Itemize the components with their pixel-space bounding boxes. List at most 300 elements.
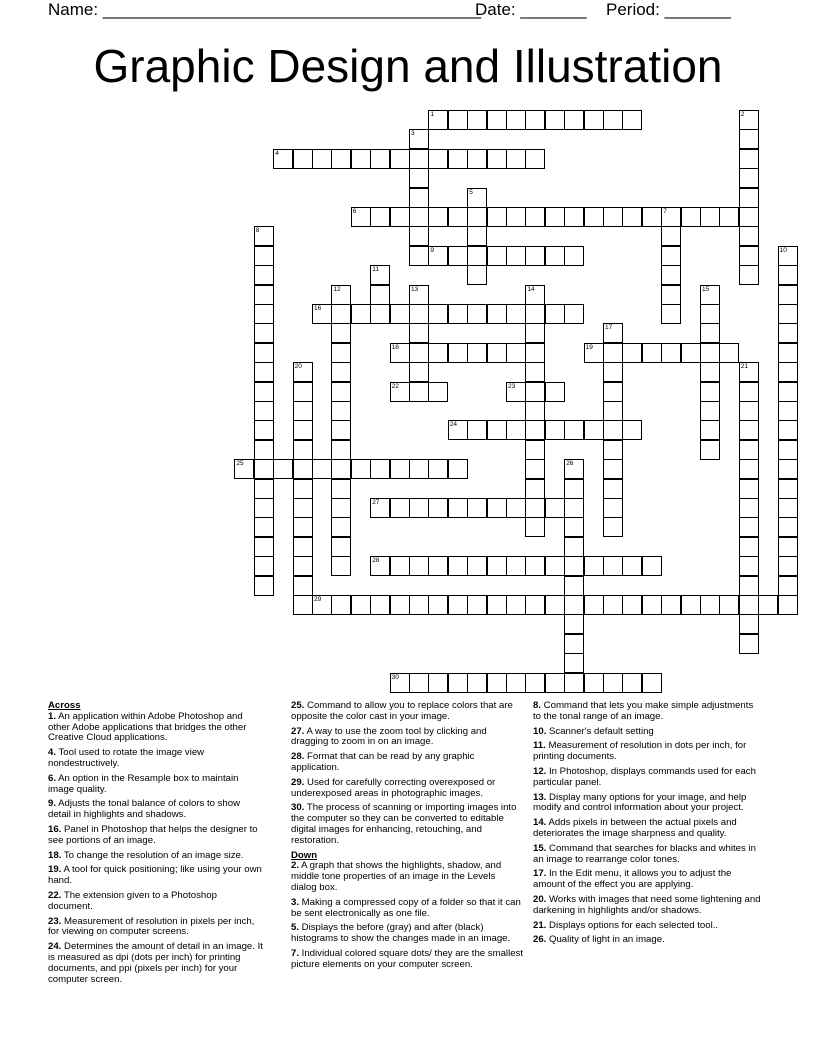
- grid-cell[interactable]: [661, 595, 681, 615]
- grid-cell[interactable]: [331, 537, 351, 557]
- grid-cell[interactable]: [739, 576, 759, 596]
- grid-cell[interactable]: [545, 498, 565, 518]
- grid-cell[interactable]: [409, 149, 429, 169]
- grid-cell[interactable]: [312, 304, 332, 324]
- grid-cell[interactable]: [739, 246, 759, 266]
- grid-cell[interactable]: [254, 517, 274, 537]
- grid-cell[interactable]: [778, 420, 798, 440]
- grid-cell[interactable]: [428, 343, 448, 363]
- grid-cell[interactable]: [700, 382, 720, 402]
- grid-cell[interactable]: [584, 595, 604, 615]
- grid-cell[interactable]: [545, 673, 565, 693]
- grid-cell[interactable]: [603, 420, 623, 440]
- grid-cell[interactable]: [487, 498, 507, 518]
- grid-cell[interactable]: [448, 207, 468, 227]
- grid-cell[interactable]: [525, 149, 545, 169]
- grid-cell[interactable]: [409, 343, 429, 363]
- grid-cell[interactable]: [739, 595, 759, 615]
- grid-cell[interactable]: [739, 168, 759, 188]
- grid-cell[interactable]: [564, 420, 584, 440]
- grid-cell[interactable]: [525, 595, 545, 615]
- grid-cell[interactable]: [254, 401, 274, 421]
- grid-cell[interactable]: [603, 382, 623, 402]
- grid-cell[interactable]: [778, 537, 798, 557]
- grid-cell[interactable]: [778, 479, 798, 499]
- grid-cell[interactable]: [622, 343, 642, 363]
- grid-cell[interactable]: [293, 498, 313, 518]
- grid-cell[interactable]: [448, 556, 468, 576]
- grid-cell[interactable]: [506, 556, 526, 576]
- grid-cell[interactable]: [525, 498, 545, 518]
- grid-cell[interactable]: [409, 556, 429, 576]
- grid-cell[interactable]: [254, 459, 274, 479]
- grid-cell[interactable]: [467, 226, 487, 246]
- grid-cell[interactable]: [564, 498, 584, 518]
- grid-cell[interactable]: [390, 207, 410, 227]
- grid-cell[interactable]: [564, 673, 584, 693]
- grid-cell[interactable]: [331, 304, 351, 324]
- grid-cell[interactable]: [409, 285, 429, 305]
- grid-cell[interactable]: [428, 459, 448, 479]
- grid-cell[interactable]: [778, 362, 798, 382]
- grid-cell[interactable]: [681, 343, 701, 363]
- grid-cell[interactable]: [428, 246, 448, 266]
- grid-cell[interactable]: [448, 595, 468, 615]
- grid-cell[interactable]: [467, 343, 487, 363]
- grid-cell[interactable]: [409, 129, 429, 149]
- grid-cell[interactable]: [351, 149, 371, 169]
- grid-cell[interactable]: [642, 207, 662, 227]
- grid-cell[interactable]: [584, 673, 604, 693]
- grid-cell[interactable]: [525, 440, 545, 460]
- grid-cell[interactable]: [739, 614, 759, 634]
- grid-cell[interactable]: [603, 595, 623, 615]
- grid-cell[interactable]: [487, 595, 507, 615]
- grid-cell[interactable]: [370, 304, 390, 324]
- grid-cell[interactable]: [719, 343, 739, 363]
- grid-cell[interactable]: [603, 323, 623, 343]
- grid-cell[interactable]: [739, 382, 759, 402]
- grid-cell[interactable]: [564, 614, 584, 634]
- grid-cell[interactable]: [739, 265, 759, 285]
- grid-cell[interactable]: [778, 304, 798, 324]
- grid-cell[interactable]: [584, 343, 604, 363]
- grid-cell[interactable]: [293, 479, 313, 499]
- grid-cell[interactable]: [506, 304, 526, 324]
- grid-cell[interactable]: [487, 556, 507, 576]
- grid-cell[interactable]: [351, 207, 371, 227]
- grid-cell[interactable]: [273, 149, 293, 169]
- grid-cell[interactable]: [293, 595, 313, 615]
- grid-cell[interactable]: [467, 246, 487, 266]
- grid-cell[interactable]: [603, 343, 623, 363]
- grid-cell[interactable]: [622, 110, 642, 130]
- grid-cell[interactable]: [448, 246, 468, 266]
- grid-cell[interactable]: [700, 304, 720, 324]
- grid-cell[interactable]: [370, 595, 390, 615]
- grid-cell[interactable]: [525, 459, 545, 479]
- grid-cell[interactable]: [506, 149, 526, 169]
- grid-cell[interactable]: [778, 401, 798, 421]
- grid-cell[interactable]: [584, 556, 604, 576]
- grid-cell[interactable]: [487, 246, 507, 266]
- grid-cell[interactable]: [351, 304, 371, 324]
- grid-cell[interactable]: [409, 498, 429, 518]
- grid-cell[interactable]: [448, 459, 468, 479]
- grid-cell[interactable]: [584, 420, 604, 440]
- grid-cell[interactable]: [467, 595, 487, 615]
- grid-cell[interactable]: [428, 382, 448, 402]
- grid-cell[interactable]: [331, 149, 351, 169]
- grid-cell[interactable]: [506, 498, 526, 518]
- grid-cell[interactable]: [312, 459, 332, 479]
- grid-cell[interactable]: [331, 440, 351, 460]
- grid-cell[interactable]: [739, 207, 759, 227]
- grid-cell[interactable]: [331, 498, 351, 518]
- grid-cell[interactable]: [525, 673, 545, 693]
- grid-cell[interactable]: [409, 362, 429, 382]
- grid-cell[interactable]: [661, 285, 681, 305]
- grid-cell[interactable]: [525, 285, 545, 305]
- grid-cell[interactable]: [254, 265, 274, 285]
- grid-cell[interactable]: [603, 517, 623, 537]
- grid-cell[interactable]: [564, 576, 584, 596]
- grid-cell[interactable]: [700, 285, 720, 305]
- grid-cell[interactable]: [254, 576, 274, 596]
- grid-cell[interactable]: [700, 207, 720, 227]
- grid-cell[interactable]: [506, 595, 526, 615]
- grid-cell[interactable]: [778, 595, 798, 615]
- grid-cell[interactable]: [622, 595, 642, 615]
- grid-cell[interactable]: [467, 420, 487, 440]
- grid-cell[interactable]: [331, 343, 351, 363]
- grid-cell[interactable]: [254, 285, 274, 305]
- grid-cell[interactable]: [525, 420, 545, 440]
- grid-cell[interactable]: [758, 595, 778, 615]
- grid-cell[interactable]: [700, 595, 720, 615]
- grid-cell[interactable]: [467, 110, 487, 130]
- grid-cell[interactable]: [525, 304, 545, 324]
- grid-cell[interactable]: [331, 459, 351, 479]
- grid-cell[interactable]: [700, 401, 720, 421]
- grid-cell[interactable]: [545, 207, 565, 227]
- grid-cell[interactable]: [409, 207, 429, 227]
- grid-cell[interactable]: [390, 343, 410, 363]
- grid-cell[interactable]: [739, 479, 759, 499]
- grid-cell[interactable]: [564, 595, 584, 615]
- grid-cell[interactable]: [642, 673, 662, 693]
- grid-cell[interactable]: [254, 479, 274, 499]
- grid-cell[interactable]: [525, 517, 545, 537]
- grid-cell[interactable]: [331, 323, 351, 343]
- grid-cell[interactable]: [778, 285, 798, 305]
- grid-cell[interactable]: [603, 440, 623, 460]
- grid-cell[interactable]: [409, 382, 429, 402]
- grid-cell[interactable]: [661, 226, 681, 246]
- grid-cell[interactable]: [254, 304, 274, 324]
- grid-cell[interactable]: [351, 595, 371, 615]
- grid-cell[interactable]: [661, 343, 681, 363]
- grid-cell[interactable]: [234, 459, 254, 479]
- grid-cell[interactable]: [681, 207, 701, 227]
- grid-cell[interactable]: [428, 110, 448, 130]
- grid-cell[interactable]: [370, 285, 390, 305]
- grid-cell[interactable]: [564, 517, 584, 537]
- grid-cell[interactable]: [293, 420, 313, 440]
- grid-cell[interactable]: [487, 207, 507, 227]
- grid-cell[interactable]: [312, 595, 332, 615]
- grid-cell[interactable]: [428, 498, 448, 518]
- grid-cell[interactable]: [603, 401, 623, 421]
- grid-cell[interactable]: [293, 576, 313, 596]
- grid-cell[interactable]: [584, 110, 604, 130]
- grid-cell[interactable]: [545, 304, 565, 324]
- grid-cell[interactable]: [506, 343, 526, 363]
- grid-cell[interactable]: [428, 673, 448, 693]
- grid-cell[interactable]: [331, 479, 351, 499]
- grid-cell[interactable]: [428, 556, 448, 576]
- grid-cell[interactable]: [428, 207, 448, 227]
- grid-cell[interactable]: [293, 149, 313, 169]
- grid-cell[interactable]: [254, 246, 274, 266]
- grid-cell[interactable]: [545, 382, 565, 402]
- grid-cell[interactable]: [506, 110, 526, 130]
- grid-cell[interactable]: [487, 110, 507, 130]
- grid-cell[interactable]: [778, 498, 798, 518]
- grid-cell[interactable]: [254, 382, 274, 402]
- grid-cell[interactable]: [525, 382, 545, 402]
- grid-cell[interactable]: [390, 459, 410, 479]
- grid-cell[interactable]: [390, 304, 410, 324]
- grid-cell[interactable]: [448, 149, 468, 169]
- grid-cell[interactable]: [778, 576, 798, 596]
- grid-cell[interactable]: [331, 595, 351, 615]
- grid-cell[interactable]: [564, 110, 584, 130]
- grid-cell[interactable]: [525, 401, 545, 421]
- grid-cell[interactable]: [778, 323, 798, 343]
- grid-cell[interactable]: [506, 382, 526, 402]
- grid-cell[interactable]: [487, 149, 507, 169]
- grid-cell[interactable]: [545, 595, 565, 615]
- grid-cell[interactable]: [409, 188, 429, 208]
- grid-cell[interactable]: [293, 556, 313, 576]
- grid-cell[interactable]: [428, 595, 448, 615]
- grid-cell[interactable]: [312, 149, 332, 169]
- grid-cell[interactable]: [487, 343, 507, 363]
- grid-cell[interactable]: [254, 498, 274, 518]
- grid-cell[interactable]: [739, 440, 759, 460]
- grid-cell[interactable]: [700, 362, 720, 382]
- grid-cell[interactable]: [642, 556, 662, 576]
- grid-cell[interactable]: [564, 207, 584, 227]
- grid-cell[interactable]: [506, 207, 526, 227]
- grid-cell[interactable]: [390, 595, 410, 615]
- grid-cell[interactable]: [778, 517, 798, 537]
- grid-cell[interactable]: [622, 556, 642, 576]
- grid-cell[interactable]: [390, 149, 410, 169]
- grid-cell[interactable]: [467, 556, 487, 576]
- grid-cell[interactable]: [525, 323, 545, 343]
- grid-cell[interactable]: [681, 595, 701, 615]
- grid-cell[interactable]: [719, 595, 739, 615]
- grid-cell[interactable]: [351, 459, 371, 479]
- grid-cell[interactable]: [293, 362, 313, 382]
- grid-cell[interactable]: [293, 459, 313, 479]
- grid-cell[interactable]: [331, 556, 351, 576]
- grid-cell[interactable]: [293, 517, 313, 537]
- grid-cell[interactable]: [370, 459, 390, 479]
- grid-cell[interactable]: [254, 420, 274, 440]
- grid-cell[interactable]: [448, 673, 468, 693]
- grid-cell[interactable]: [254, 323, 274, 343]
- grid-cell[interactable]: [254, 556, 274, 576]
- grid-cell[interactable]: [642, 343, 662, 363]
- grid-cell[interactable]: [603, 110, 623, 130]
- grid-cell[interactable]: [739, 556, 759, 576]
- grid-cell[interactable]: [331, 285, 351, 305]
- grid-cell[interactable]: [409, 226, 429, 246]
- grid-cell[interactable]: [293, 382, 313, 402]
- grid-cell[interactable]: [409, 673, 429, 693]
- grid-cell[interactable]: [739, 188, 759, 208]
- grid-cell[interactable]: [467, 207, 487, 227]
- grid-cell[interactable]: [739, 362, 759, 382]
- grid-cell[interactable]: [622, 207, 642, 227]
- grid-cell[interactable]: [778, 246, 798, 266]
- grid-cell[interactable]: [428, 304, 448, 324]
- grid-cell[interactable]: [739, 149, 759, 169]
- grid-cell[interactable]: [603, 362, 623, 382]
- grid-cell[interactable]: [467, 498, 487, 518]
- grid-cell[interactable]: [409, 595, 429, 615]
- grid-cell[interactable]: [409, 304, 429, 324]
- grid-cell[interactable]: [661, 246, 681, 266]
- grid-cell[interactable]: [331, 362, 351, 382]
- grid-cell[interactable]: [428, 149, 448, 169]
- grid-cell[interactable]: [370, 149, 390, 169]
- grid-cell[interactable]: [622, 420, 642, 440]
- grid-cell[interactable]: [739, 517, 759, 537]
- grid-cell[interactable]: [739, 420, 759, 440]
- grid-cell[interactable]: [293, 537, 313, 557]
- grid-cell[interactable]: [254, 440, 274, 460]
- grid-cell[interactable]: [700, 420, 720, 440]
- grid-cell[interactable]: [467, 673, 487, 693]
- grid-cell[interactable]: [331, 420, 351, 440]
- grid-cell[interactable]: [467, 265, 487, 285]
- grid-cell[interactable]: [448, 110, 468, 130]
- grid-cell[interactable]: [448, 420, 468, 440]
- grid-cell[interactable]: [390, 382, 410, 402]
- grid-cell[interactable]: [739, 459, 759, 479]
- grid-cell[interactable]: [390, 556, 410, 576]
- grid-cell[interactable]: [719, 207, 739, 227]
- grid-cell[interactable]: [448, 304, 468, 324]
- grid-cell[interactable]: [564, 653, 584, 673]
- grid-cell[interactable]: [370, 556, 390, 576]
- grid-cell[interactable]: [564, 556, 584, 576]
- grid-cell[interactable]: [390, 673, 410, 693]
- grid-cell[interactable]: [467, 304, 487, 324]
- grid-cell[interactable]: [409, 168, 429, 188]
- grid-cell[interactable]: [545, 110, 565, 130]
- grid-cell[interactable]: [778, 382, 798, 402]
- grid-cell[interactable]: [545, 246, 565, 266]
- grid-cell[interactable]: [564, 537, 584, 557]
- grid-cell[interactable]: [370, 498, 390, 518]
- grid-cell[interactable]: [331, 401, 351, 421]
- grid-cell[interactable]: [506, 420, 526, 440]
- grid-cell[interactable]: [778, 459, 798, 479]
- grid-cell[interactable]: [525, 343, 545, 363]
- grid-cell[interactable]: [603, 479, 623, 499]
- grid-cell[interactable]: [525, 246, 545, 266]
- grid-cell[interactable]: [739, 537, 759, 557]
- grid-cell[interactable]: [448, 343, 468, 363]
- grid-cell[interactable]: [739, 226, 759, 246]
- grid-cell[interactable]: [254, 343, 274, 363]
- grid-cell[interactable]: [525, 207, 545, 227]
- grid-cell[interactable]: [448, 498, 468, 518]
- grid-cell[interactable]: [545, 556, 565, 576]
- grid-cell[interactable]: [778, 556, 798, 576]
- grid-cell[interactable]: [564, 246, 584, 266]
- grid-cell[interactable]: [700, 440, 720, 460]
- grid-cell[interactable]: [331, 382, 351, 402]
- grid-cell[interactable]: [661, 207, 681, 227]
- grid-cell[interactable]: [642, 595, 662, 615]
- grid-cell[interactable]: [564, 634, 584, 654]
- grid-cell[interactable]: [409, 323, 429, 343]
- grid-cell[interactable]: [661, 265, 681, 285]
- grid-cell[interactable]: [254, 226, 274, 246]
- grid-cell[interactable]: [622, 673, 642, 693]
- grid-cell[interactable]: [603, 498, 623, 518]
- grid-cell[interactable]: [584, 207, 604, 227]
- grid-cell[interactable]: [564, 304, 584, 324]
- grid-cell[interactable]: [525, 110, 545, 130]
- grid-cell[interactable]: [409, 246, 429, 266]
- grid-cell[interactable]: [545, 420, 565, 440]
- grid-cell[interactable]: [390, 498, 410, 518]
- grid-cell[interactable]: [525, 479, 545, 499]
- grid-cell[interactable]: [564, 479, 584, 499]
- grid-cell[interactable]: [467, 149, 487, 169]
- grid-cell[interactable]: [739, 110, 759, 130]
- grid-cell[interactable]: [661, 304, 681, 324]
- grid-cell[interactable]: [506, 246, 526, 266]
- grid-cell[interactable]: [487, 304, 507, 324]
- grid-cell[interactable]: [739, 498, 759, 518]
- grid-cell[interactable]: [370, 207, 390, 227]
- grid-cell[interactable]: [467, 188, 487, 208]
- grid-cell[interactable]: [778, 343, 798, 363]
- grid-cell[interactable]: [409, 459, 429, 479]
- grid-cell[interactable]: [564, 459, 584, 479]
- grid-cell[interactable]: [273, 459, 293, 479]
- grid-cell[interactable]: [700, 323, 720, 343]
- grid-cell[interactable]: [525, 556, 545, 576]
- grid-cell[interactable]: [293, 401, 313, 421]
- grid-cell[interactable]: [739, 129, 759, 149]
- grid-cell[interactable]: [778, 440, 798, 460]
- grid-cell[interactable]: [603, 556, 623, 576]
- grid-cell[interactable]: [293, 440, 313, 460]
- grid-cell[interactable]: [254, 537, 274, 557]
- grid-cell[interactable]: [603, 459, 623, 479]
- grid-cell[interactable]: [487, 420, 507, 440]
- grid-cell[interactable]: [487, 673, 507, 693]
